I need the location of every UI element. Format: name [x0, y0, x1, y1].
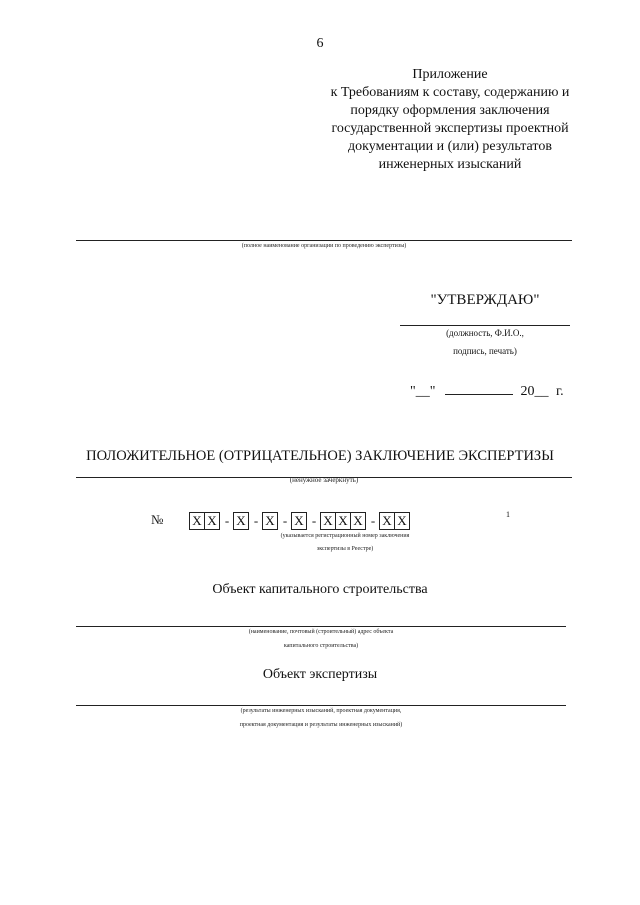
registration-caption-1: (указывается регистрационный номер заключения [280, 533, 410, 539]
reg-cell: X [350, 512, 366, 530]
appendix-line: документации и (или) результатов [348, 139, 552, 154]
number-sign: № [151, 512, 164, 527]
appendix-line: порядку оформления заключения [350, 103, 550, 118]
date-month-field[interactable] [445, 382, 513, 395]
reg-cell: X [262, 512, 278, 530]
footnote-mark: 1 [506, 510, 510, 519]
reg-cell: X [204, 512, 220, 530]
reg-separator: - [224, 513, 230, 528]
capital-object-heading: Объект капитального строительства [212, 582, 428, 597]
approval-caption-2: подпись, печать) [453, 346, 517, 356]
approval-date-row [400, 382, 570, 400]
reg-cell: X [233, 512, 249, 530]
date-day-field[interactable]: __ [415, 384, 430, 399]
expertise-object-caption-1: (результаты инженерных изысканий, проектная документация, [240, 708, 402, 714]
approval-signature-line[interactable] [400, 325, 570, 326]
date-year-g: г. [555, 384, 564, 399]
capital-object-caption-2: капитального строительства) [283, 643, 359, 649]
date-year-field[interactable]: __ [534, 384, 549, 399]
capital-object-line[interactable] [76, 626, 566, 627]
reg-separator: - [311, 513, 317, 528]
date-quote-open: " [410, 384, 416, 399]
expertise-object-caption-2: проектная документация и результаты инженерных изысканий) [239, 722, 403, 728]
appendix-line: государственной экспертизы проектной [331, 121, 569, 136]
expertise-object-line[interactable] [76, 705, 566, 706]
conclusion-title: ПОЛОЖИТЕЛЬНОЕ (ОТРИЦАТЕЛЬНОЕ) ЗАКЛЮЧЕНИЕ ЭКСПЕРТИЗЫ [86, 448, 554, 464]
reg-cell: X [320, 512, 336, 530]
appendix-line: к Требованиям к составу, содержанию и [330, 85, 570, 100]
reg-cell: X [291, 512, 307, 530]
appendix-line: Приложение [412, 67, 488, 82]
reg-cell: X [394, 512, 410, 530]
organization-name-line[interactable] [76, 240, 572, 241]
reg-separator: - [370, 513, 376, 528]
registration-number-field[interactable] [190, 512, 410, 530]
approval-title: "УТВЕРЖДАЮ" [430, 292, 540, 308]
page-number: 6 [316, 36, 324, 51]
appendix-line: инженерных изысканий [378, 157, 522, 172]
reg-separator: - [282, 513, 288, 528]
capital-object-caption-1: (наименование, почтовый (строительный) адрес объекта [248, 629, 394, 635]
approval-caption-1: (должность, Ф.И.О., [446, 328, 524, 338]
reg-cell: X [335, 512, 351, 530]
conclusion-caption: (ненужное зачеркнуть) [289, 476, 359, 484]
reg-separator: - [253, 513, 259, 528]
date-quote-close: " [429, 384, 436, 399]
reg-cell: X [379, 512, 395, 530]
date-year-prefix: 20 [520, 384, 535, 399]
appendix-header [300, 66, 600, 174]
reg-cell: X [189, 512, 205, 530]
registration-caption-2: экспертизы в Реестре) [316, 546, 374, 552]
expertise-object-heading: Объект экспертизы [262, 667, 378, 682]
organization-name-caption: (полное наименование организации по проведению экспертизы) [241, 243, 407, 249]
